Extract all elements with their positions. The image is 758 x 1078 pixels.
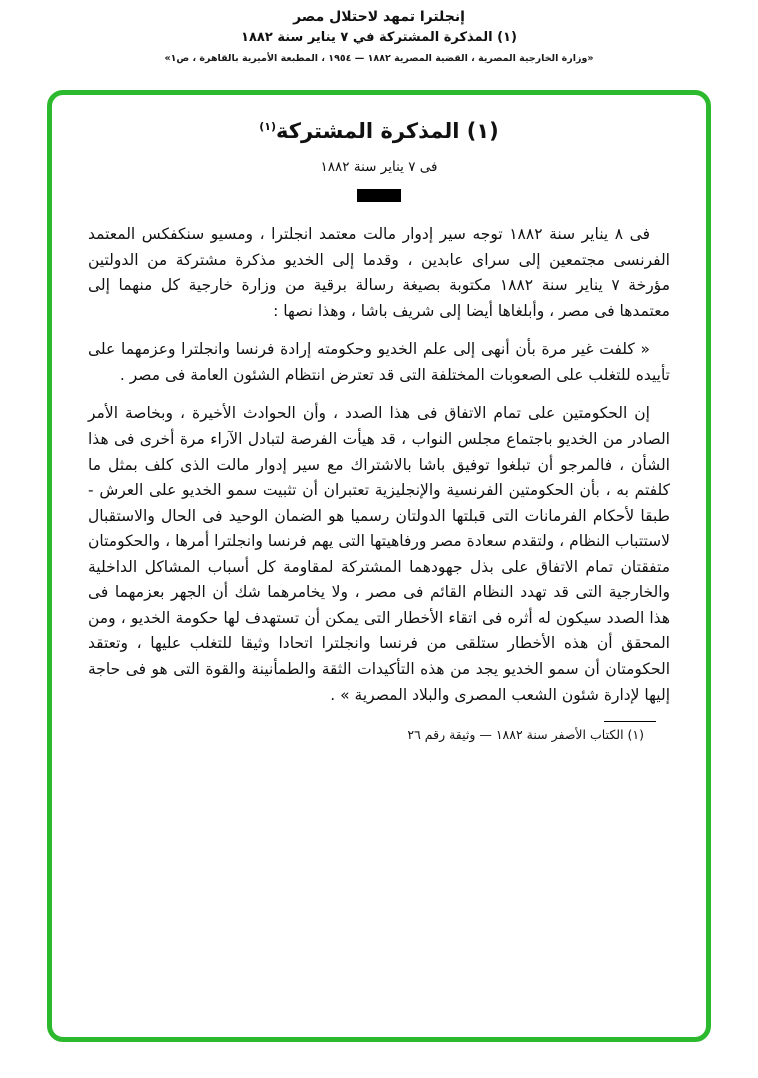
title-footnote-marker: (١) [259,120,277,133]
running-head-source: «وزارة الخارجية المصرية ، القضية المصرية ١٨٨٢ — ١٩٥٤ ، المطبعة الأميرية بالقاهرة ، ص١» [164,53,594,64]
page-header [0,0,758,64]
document-subtitle: فى ٧ يناير سنة ١٨٨٢ [320,159,438,175]
footnote-text: (١) الكتاب الأصفر سنة ١٨٨٢ — وثيقة رقم ٢٦ [407,727,644,743]
document-title [88,119,670,143]
paragraph: فى ٨ يناير سنة ١٨٨٢ توجه سير إدوار مالت معتمد انجلترا ، ومسيو سنكفكس المعتمد الفرنسى مجتمعين إلى سراى عابدين ، وقدما إلى الخديو مذكرة مشتركة من الدولتين مؤرخة ٧ يناير سنة ١٨٨٢ مكتوبة بصيغة رسالة برقية من وزارة خارجية كل منهما إلى معتمدها فى مصر ، وأبلغاها أيضا إلى شريف باشا ، وهذا نصها : [88,225,670,320]
footnote-separator [604,721,656,722]
document-frame [47,90,711,1042]
paragraph: إن الحكومتين على تمام الاتفاق فى هذا الصدد ، وأن الحوادث الأخيرة ، وبخاصة الأمر الصادر من الخديو باجتماع مجلس النواب ، قد هيأت الفرصة لتبادل الآراء مرة أخرى فى هذا الشأن ، فالمرجو أن تبلغوا توفيق باشا بالاشتراك مع سير إدوار مالت الذى كلف بمثل ما كلفتم به ، بأن الحكومتين الفرنسية والإنجليزية تعتبران أن تثبيت سمو الخديو على العرش - طبقا لأحكام الفرمانات التى قبلتها الدولتان رسميا هو الضمان الوحيد فى الحال والاستقبال لاستتباب النظام ، ولتقدم سعادة مصر ورفاهيتها التى يهم فرنسا وانجلترا أمرها ، والحكومتان متفقتان تمام الاتفاق على بذل جهودهما المشتركة لمقاومة كل أسباب المشاكل الداخلية والخارجية التى قد تهدد النظام القائم فى مصر ، ولا يخامرهما شك أن الجهر بعزمهما فى هذا الصدد سيكون له أثره فى اتقاء الأخطار التى يمكن أن تستهدف لها حكومة الخديو ، ومن المحقق أن هذه الأخطار ستلقى من فرنسا وانجلترا اتحادا وثيقا للتغلب عليها ، وتعتقد الحكومتان أن سمو الخديو يجد من هذه التأكيدات الثقة والطمأنينة والقوة التى هو فى حاجة إليها لإدارة شئون الشعب المصرى والبلاد المصرية » . [88,404,670,704]
footnote-area [88,721,670,742]
running-head-title: إنجلترا تمهد لاحتلال مصر [293,9,465,25]
document-title-text: (١) المذكرة المشتركة [276,119,499,143]
section-divider-box [357,189,401,202]
document-body [88,222,670,708]
running-head-subtitle: (١) المذكرة المشتركة في ٧ يناير سنة ١٨٨٢ [241,30,517,45]
paragraph: « كلفت غير مرة بأن أنهى إلى علم الخديو وحكومته إرادة فرنسا وانجلترا وعزمهما على تأييده للتغلب على الصعوبات المختلفة التى قد تعترض انتظام الشئون العامة فى مصر . [88,340,670,384]
